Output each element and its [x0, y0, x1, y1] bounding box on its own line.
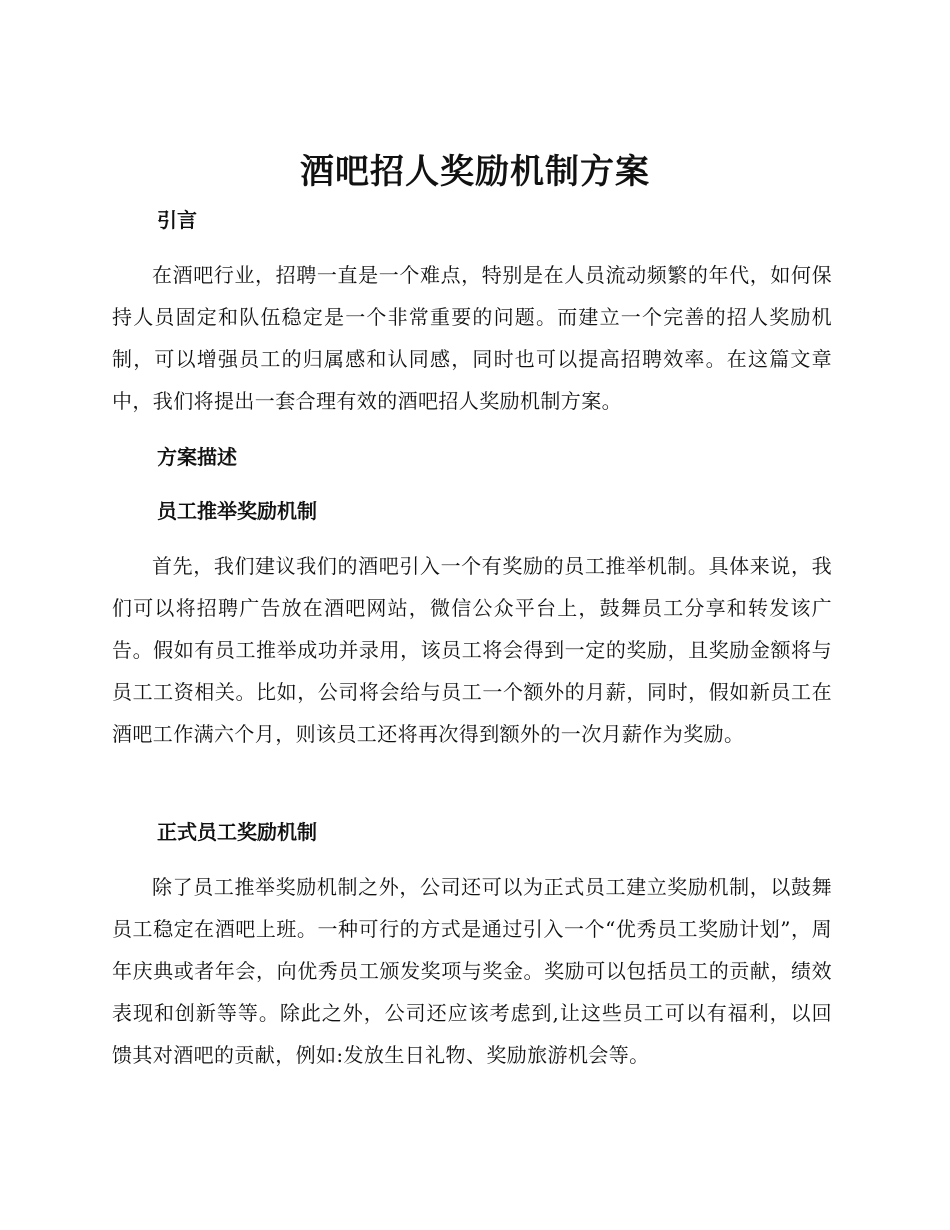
paragraph-regular-employee: 除了员工推举奖励机制之外，公司还可以为正式员工建立奖励机制，以鼓舞员工稳定在酒吧上班。一种可行的方式是通过引入一个“优秀员工奖励计划”，周年庆典或者年会，向优秀员工颁发奖项与奖金。奖励可以包括员工的贡献，绩效表现和创新等等。除此之外，公司还应该考虑到,让这些员工可以有福利，以回馈其对酒吧的贡献，例如:发放生日礼物、奖励旅游机会等。 — [112, 875, 832, 1067]
paragraph-intro: 在酒吧行业，招聘一直是一个难点，特别是在人员流动频繁的年代，如何保持人员固定和队伍稳定是一个非常重要的问题。而建立一个完善的招人奖励机制，可以增强员工的归属感和认同感，同时也可以提高招聘效率。在这篇文章中，我们将提出一套合理有效的酒吧招人奖励机制方案。 — [112, 263, 832, 413]
section-heading-employee-referral: 员工推举奖励机制 — [157, 499, 317, 523]
document-title: 酒吧招人奖励机制方案 — [300, 152, 650, 192]
section-heading-plan-description: 方案描述 — [157, 445, 237, 469]
paragraph-employee-referral: 首先，我们建议我们的酒吧引入一个有奖励的员工推举机制。具体来说，我们可以将招聘广告放在酒吧网站，微信公众平台上，鼓舞员工分享和转发该广告。假如有员工推举成功并录用，该员工将会得到一定的奖励，且奖励金额将与员工工资相关。比如，公司将会给与员工一个额外的月薪，同时，假如新员工在酒吧工作满六个月，则该员工还将再次得到额外的一次月薪作为奖励。 — [112, 554, 832, 746]
section-heading-regular-employee: 正式员工奖励机制 — [157, 820, 317, 844]
section-heading-intro: 引言 — [157, 208, 197, 232]
